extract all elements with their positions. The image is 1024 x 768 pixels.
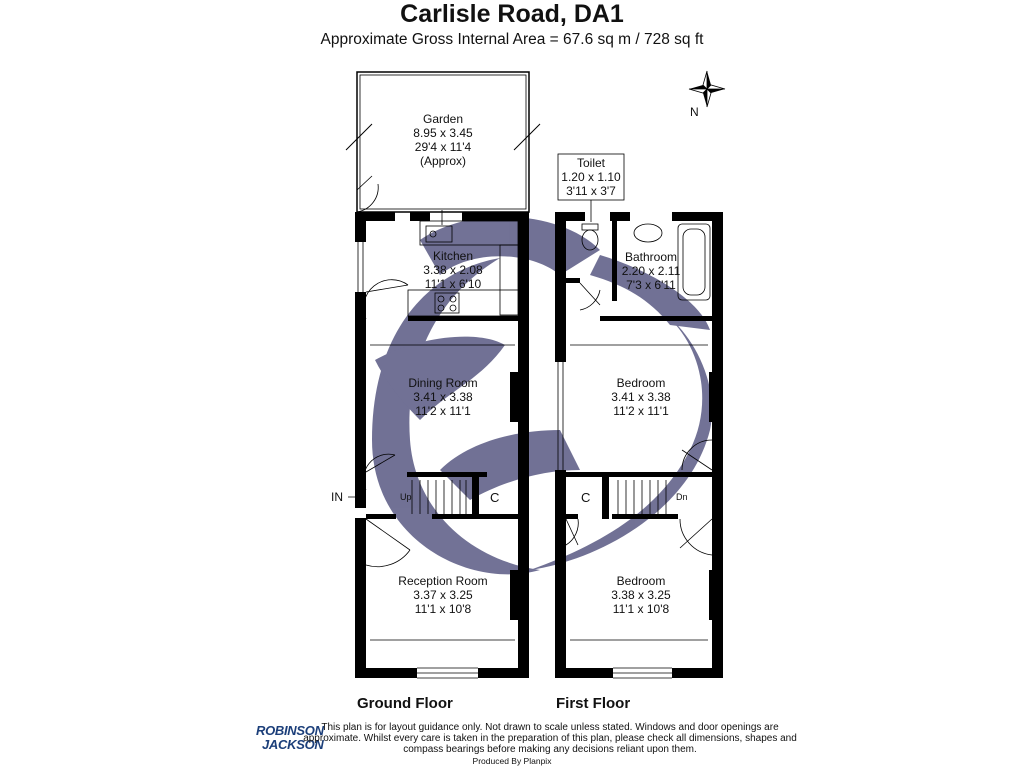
room-imperial: 11'1 x 10'8: [414, 602, 472, 616]
room-name: Kitchen: [432, 249, 474, 263]
logo-line-2: JACKSON: [262, 737, 324, 752]
first-floor-label: First Floor: [556, 695, 631, 712]
room-metric: 3.38 x 3.25: [611, 588, 671, 602]
disclaimer-text: This plan is for layout guidance only. Not drawn to scale unless stated. Windows and door openings are approximate. Whilst every care is taken in the preparation of this plan, please check all dimensions, shapes and compass bearings before making any decisions reliant upon them.: [303, 722, 797, 755]
room-metric: 3.41 x 3.38: [413, 390, 473, 404]
cupboard-first-label: C: [581, 490, 591, 505]
room-name: Garden: [422, 112, 464, 126]
room-metric: 8.95 x 3.45: [413, 126, 473, 140]
page-title: Carlisle Road, DA1: [400, 0, 624, 28]
room-name: Reception Room: [398, 574, 488, 588]
room-metric: 3.41 x 3.38: [611, 390, 671, 404]
room-name: Bathroom: [624, 250, 678, 264]
room-name: Toilet: [576, 156, 605, 170]
room-reception: [380, 574, 506, 616]
ground-floor-label: Ground Floor: [357, 695, 453, 712]
room-imperial: 11'1 x 6'10: [424, 277, 482, 291]
compass-north-label: N: [690, 105, 699, 119]
produced-by: Produced By Planpix: [472, 756, 552, 766]
stairs-up-label: Up: [400, 492, 412, 502]
area-subtitle: Approximate Gross Internal Area = 67.6 sq m / 728 sq ft: [320, 31, 704, 48]
room-bathroom: [614, 250, 688, 292]
stairs-down-label: Dn: [676, 492, 688, 502]
room-imperial: 3'11 x 3'7: [566, 184, 616, 198]
room-metric: 3.38 x 2.08: [423, 263, 483, 277]
room-bedroom-2: [578, 574, 704, 616]
room-metric: 2.20 x 2.11: [621, 264, 681, 278]
room-imperial: 11'2 x 11'1: [415, 404, 471, 418]
room-name: Bedroom: [616, 376, 666, 390]
room-name: Bedroom: [616, 574, 666, 588]
room-imperial: 11'1 x 10'8: [612, 602, 670, 616]
cupboard-ground-label: C: [490, 490, 500, 505]
room-toilet: [558, 156, 624, 198]
logo-line-1: ROBINSON: [256, 723, 324, 738]
room-metric: 1.20 x 1.10: [561, 170, 621, 184]
room-dining: [380, 376, 506, 418]
room-imperial: 7'3 x 6'11: [626, 278, 676, 292]
room-garden: [380, 112, 506, 168]
room-bedroom-1: [578, 376, 704, 418]
room-note: (Approx): [419, 154, 466, 168]
room-imperial: 11'2 x 11'1: [613, 404, 669, 418]
room-metric: 3.37 x 3.25: [413, 588, 473, 602]
room-name: Dining Room: [408, 376, 478, 390]
compass-icon: [689, 71, 725, 107]
entrance-label: IN: [331, 490, 343, 504]
room-imperial: 29'4 x 11'4: [414, 140, 472, 154]
room-kitchen: [390, 249, 516, 291]
